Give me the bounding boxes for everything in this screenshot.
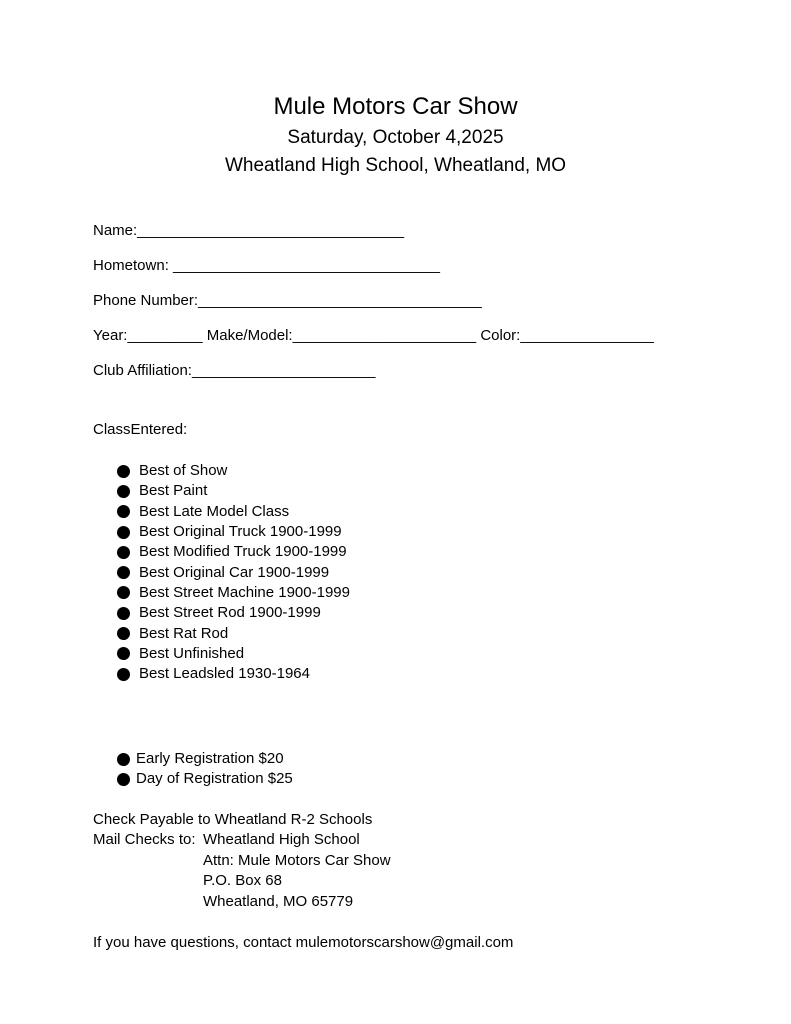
event-date: Saturday, October 4,2025 bbox=[287, 127, 504, 148]
name-field[interactable]: Name:________________________________ bbox=[93, 222, 405, 239]
bullet-dot-icon bbox=[117, 753, 130, 766]
list-item[interactable] bbox=[117, 522, 350, 542]
make-model-field[interactable]: Make/Model:______________________ bbox=[206, 327, 481, 344]
club-affiliation-field[interactable]: Club Affiliation:______________________ bbox=[93, 362, 376, 379]
bullet-dot-icon bbox=[117, 526, 130, 539]
list-item[interactable] bbox=[117, 664, 350, 684]
class-label: Best Unfinished bbox=[139, 644, 245, 662]
address-line-1: Wheatland High School bbox=[203, 831, 360, 848]
bullet-dot-icon bbox=[117, 647, 130, 660]
contact-text: If you have questions, contact mulemotorscarshow@gmail.com bbox=[93, 934, 514, 951]
phone-number-field[interactable]: Phone Number:__________________________________ bbox=[93, 292, 482, 309]
class-label: Best Late Model Class bbox=[139, 502, 290, 520]
registration-fee-list bbox=[117, 749, 293, 789]
hometown-field[interactable]: Hometown: ________________________________ bbox=[93, 257, 440, 274]
bullet-dot-icon bbox=[117, 465, 130, 478]
bullet-dot-icon bbox=[117, 485, 130, 498]
class-label: Best Modified Truck 1900-1999 bbox=[139, 543, 347, 561]
class-label: Best Original Truck 1900-1999 bbox=[139, 523, 342, 541]
list-item[interactable] bbox=[117, 603, 350, 623]
fee-label: Day of Registration $25 bbox=[136, 770, 293, 787]
list-item[interactable] bbox=[117, 644, 350, 664]
bullet-dot-icon bbox=[117, 586, 130, 599]
list-item[interactable] bbox=[117, 542, 350, 562]
class-label: Best Original Car 1900-1999 bbox=[139, 563, 330, 581]
class-label: Best Rat Rod bbox=[139, 624, 229, 642]
class-entered-heading: ClassEntered: bbox=[93, 421, 188, 438]
color-field[interactable]: Color:________________ bbox=[480, 327, 654, 344]
list-item[interactable] bbox=[117, 461, 350, 481]
list-item[interactable] bbox=[117, 769, 293, 789]
vehicle-info-row bbox=[93, 327, 654, 345]
list-item[interactable] bbox=[117, 502, 350, 522]
fee-label: Early Registration $20 bbox=[136, 750, 284, 767]
address-line-3: P.O. Box 68 bbox=[203, 872, 282, 889]
address-line-4: Wheatland, MO 65779 bbox=[203, 893, 354, 910]
class-label: Best Paint bbox=[139, 482, 208, 500]
bullet-dot-icon bbox=[117, 607, 130, 620]
class-label: Best Street Rod 1900-1999 bbox=[139, 604, 321, 622]
bullet-dot-icon bbox=[117, 505, 130, 518]
address-line-2: Attn: Mule Motors Car Show bbox=[203, 852, 391, 869]
list-item[interactable] bbox=[117, 749, 293, 769]
mail-checks-label: Mail Checks to: bbox=[93, 831, 200, 848]
class-label: Best Street Machine 1900-1999 bbox=[139, 583, 350, 601]
year-field[interactable]: Year:_________ bbox=[93, 327, 207, 344]
class-list bbox=[117, 461, 350, 684]
list-item[interactable] bbox=[117, 623, 350, 643]
list-item[interactable] bbox=[117, 481, 350, 501]
bullet-dot-icon bbox=[117, 566, 130, 579]
class-label: Best Leadsled 1930-1964 bbox=[139, 665, 310, 683]
list-item[interactable] bbox=[117, 583, 350, 603]
bullet-dot-icon bbox=[117, 546, 130, 559]
class-label: Best of Show bbox=[139, 462, 228, 480]
bullet-dot-icon bbox=[117, 668, 130, 681]
event-location: Wheatland High School, Wheatland, MO bbox=[224, 155, 567, 176]
bullet-dot-icon bbox=[117, 773, 130, 786]
bullet-dot-icon bbox=[117, 627, 130, 640]
list-item[interactable] bbox=[117, 562, 350, 582]
check-payable-text: Check Payable to Wheatland R-2 Schools bbox=[93, 811, 373, 828]
page-title: Mule Motors Car Show bbox=[273, 93, 518, 120]
